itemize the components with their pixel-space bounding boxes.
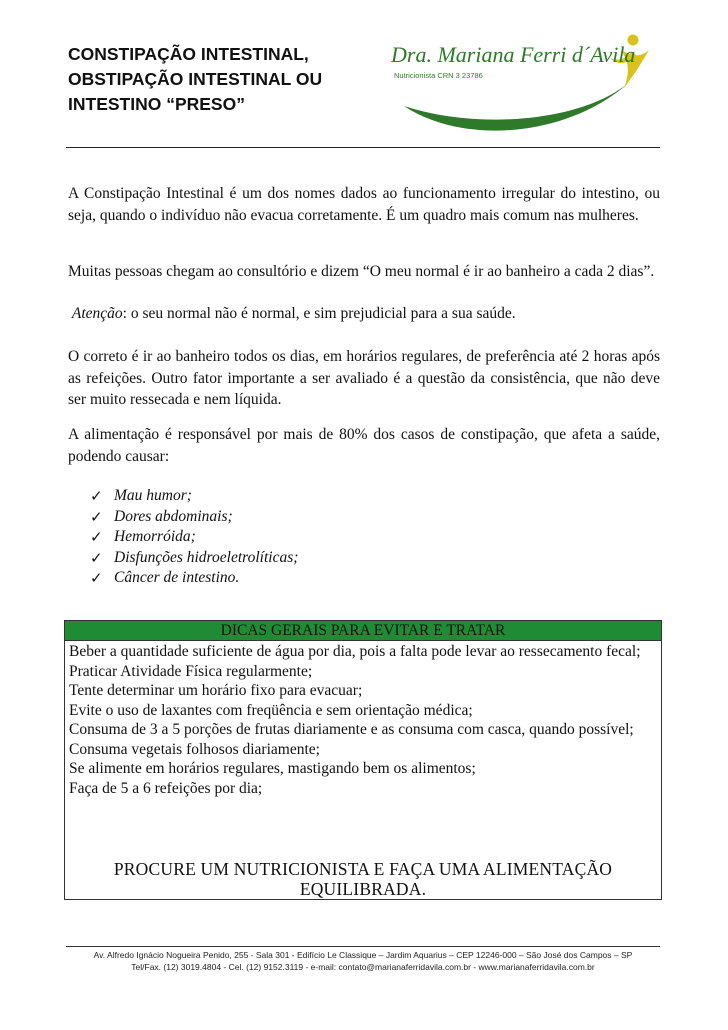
checkmark-icon: ✓ [90,548,103,567]
footer [66,949,660,973]
tips-heading: DICAS GERAIS PARA EVITAR E TRATAR [65,621,661,641]
logo-graphic [374,28,661,136]
logo-subtitle: Nutricionista CRN 3 23786 [394,71,483,80]
attention-label: Atenção [71,305,123,322]
effect-text: Disfunções hidroeletrolíticas; [114,548,299,566]
tip-item: Tente determinar um horário fixo para evacuar; [69,682,363,699]
title-line-1: CONSTIPAÇÃO INTESTINAL, [68,44,309,64]
footer-divider [66,946,660,947]
list-item [90,568,490,589]
tip-item: Beber a quantidade suficiente de água por dia, pois a falta pode levar ao ressecamento fecal; [69,643,641,660]
paragraph-quote: Muitas pessoas chegam ao consultório e dizem “O meu normal é ir ao banheiro a cada 2 dias”. [68,263,655,280]
call-to-action: PROCURE UM NUTRICIONISTA E FAÇA UMA ALIMENTAÇÃO EQUILIBRADA. [113,859,613,899]
tip-item: Faça de 5 a 6 refeições por dia; [69,779,263,797]
nutritionist-logo [374,28,661,136]
effect-text: Hemorróida; [114,528,196,545]
paragraph-intro: A Constipação Intestinal é um dos nomes dados ao funcionamento irregular do intestino, ou seja, quando o indivíduo não evacua corretamente. É um quadro mais comum nas mulheres. [68,185,660,224]
list-item [90,507,490,528]
tips-list [69,642,657,798]
tip-item: Se alimente em horários regulares, mastigando bem os alimentos; [69,760,476,777]
checkmark-icon: ✓ [90,528,103,546]
header-divider [66,147,660,148]
effect-text: Dores abdominais; [114,507,233,525]
tips-box [64,620,662,900]
paragraph-diet-cause: A alimentação é responsável por mais de 80% dos casos de constipação, que afeta a saúde, podendo causar: [68,426,660,465]
logo-name: Dra. Mariana Ferri d´Avila [391,42,636,67]
list-item [90,548,490,569]
footer-address: Av. Alfredo Ignácio Nogueira Penido, 255 - Sala 301 - Edifício Le Classique – Jardim Aquarius – CEP 12246-000 – São José dos Campos – SP [93,950,633,960]
effects-list [90,486,490,589]
list-item [90,486,490,507]
attention-text: : o seu normal não é normal, e sim prejudicial para a sua saúde. [122,305,516,322]
checkmark-icon: ✓ [90,487,103,505]
title-line-3: INTESTINO “PRESO” [68,94,245,114]
footer-contact: Tel/Fax. (12) 3019.4804 - Cel. (12) 9152.3119 - e-mail: contato@marianaferridavila.com.br - www.marianaferridavila.com.br [131,962,595,972]
paragraph-correct-habit: O correto é ir ao banheiro todos os dias, em horários regulares, de preferência até 2 horas após as refeições. Outro fator importante a ser avaliado é a questão da consistência, que não deve ser muito ressecada e nem líquida. [68,348,660,408]
list-item [90,527,490,548]
checkmark-icon: ✓ [90,569,103,587]
tip-item: Evite o uso de laxantes com freqüência e sem orientação médica; [69,701,473,719]
tip-item: Praticar Atividade Física regularmente; [69,662,313,680]
tip-item: Consuma de 3 a 5 porções de frutas diariamente e as consuma com casca, quando possível; [69,721,634,738]
checkmark-icon: ✓ [90,507,103,526]
document-title [68,42,368,117]
logo-swoosh [404,76,636,131]
paragraph-attention [68,303,660,325]
effect-text: Câncer de intestino. [114,569,240,586]
effect-text: Mau humor; [114,487,192,504]
tip-item: Consuma vegetais folhosos diariamente; [69,740,320,758]
title-line-2: OBSTIPAÇÃO INTESTINAL OU [68,69,323,89]
